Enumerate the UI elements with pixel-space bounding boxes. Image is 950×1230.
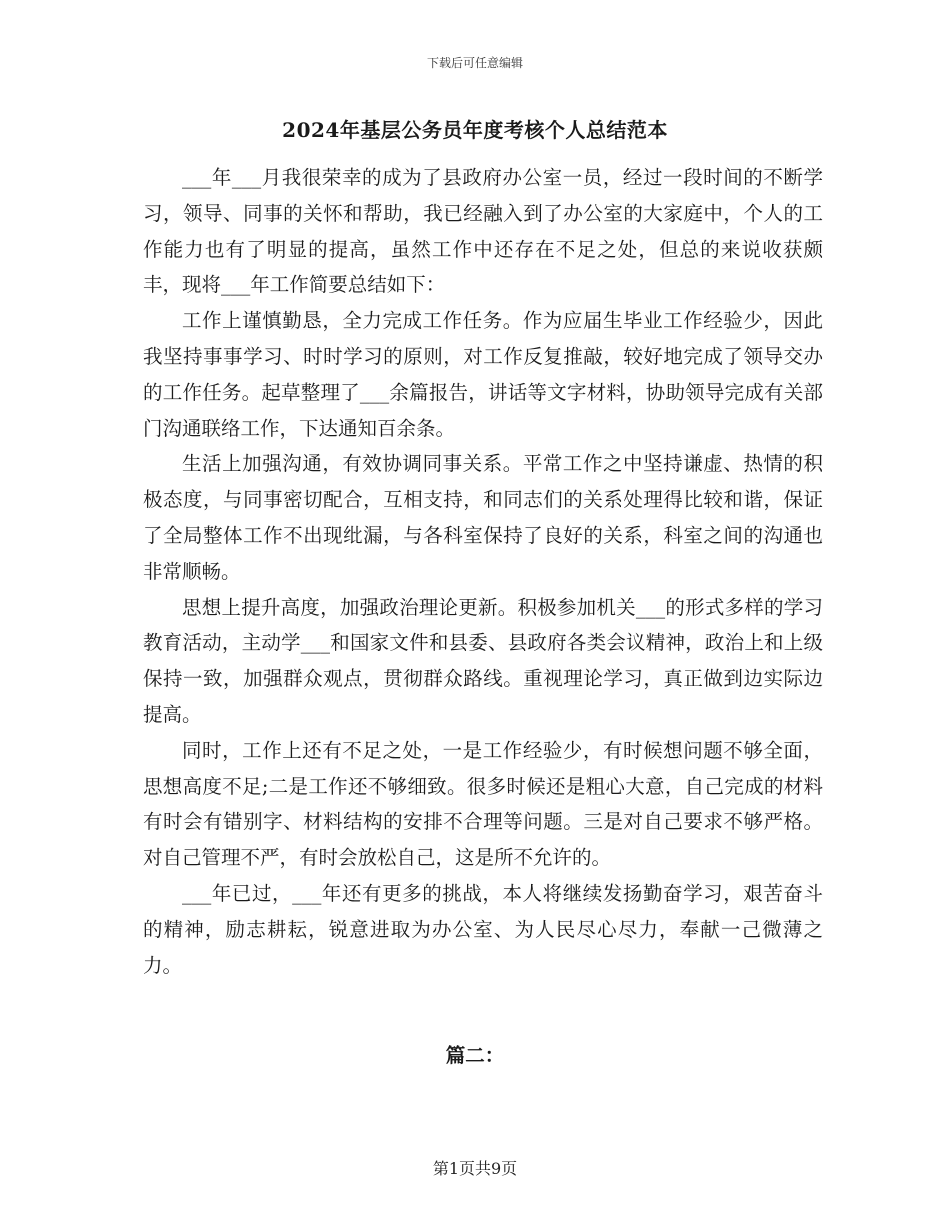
section-title: 篇二： [445, 1044, 505, 1067]
document-body [143, 160, 823, 983]
paragraph-shortcomings: 同时，工作上还有不足之处，一是工作经验少，有时候想问题不够全面，思想高度不足;二是工作还不够细致。很多时候还是粗心大意，自己完成的材料有时会有错别字、材料结构的安排不合理等问题。三是对自己要求不够严格。对自己管理不严，有时会放松自己，这是所不允许的。 [143, 738, 823, 870]
paragraph-thought: 思想上提升高度，加强政治理论更新。积极参加机关___的形式多样的学习教育活动，主动学___和国家文件和县委、县政府各类会议精神，政治上和上级保持一致，加强群众观点，贯彻群众路线。重视理论学习，真正做到边实际边提高。 [143, 595, 823, 726]
paragraph-outlook: ___年已过，___年还有更多的挑战，本人将继续发扬勤奋学习，艰苦奋斗的精神，励志耕耘，锐意进取为办公室、为人民尽心尽力，奉献一己微薄之力。 [143, 881, 823, 977]
document-title: 2024年基层公务员年度考核个人总结范本 [282, 118, 668, 142]
paragraph-life: 生活上加强沟通，有效协调同事关系。平常工作之中坚持谦虚、热情的积极态度，与同事密切配合，互相支持，和同志们的关系处理得比较和谐，保证了全局整体工作不出现纰漏，与各科室保持了良好的关系，科室之间的沟通也非常顺畅。 [143, 452, 823, 583]
page-footer: 第1页共9页 [432, 1159, 518, 1178]
paragraph-work: 工作上谨慎勤恳，全力完成工作任务。作为应届生毕业工作经验少，因此我坚持事事学习、时时学习的原则，对工作反复推敲，较好地完成了领导交办的工作任务。起草整理了___余篇报告，讲话等文字材料，协助领导完成有关部门沟通联络工作，下达通知百余条。 [143, 309, 823, 440]
header-note: 下载后可任意编辑 [426, 56, 523, 70]
paragraph-intro: ___年___月我很荣幸的成为了县政府办公室一员，经过一段时间的不断学习，领导、同事的关怀和帮助，我已经融入到了办公室的大家庭中，个人的工作能力也有了明显的提高，虽然工作中还存在不足之处，但总的来说收获颇丰，现将___年工作简要总结如下： [143, 166, 823, 297]
